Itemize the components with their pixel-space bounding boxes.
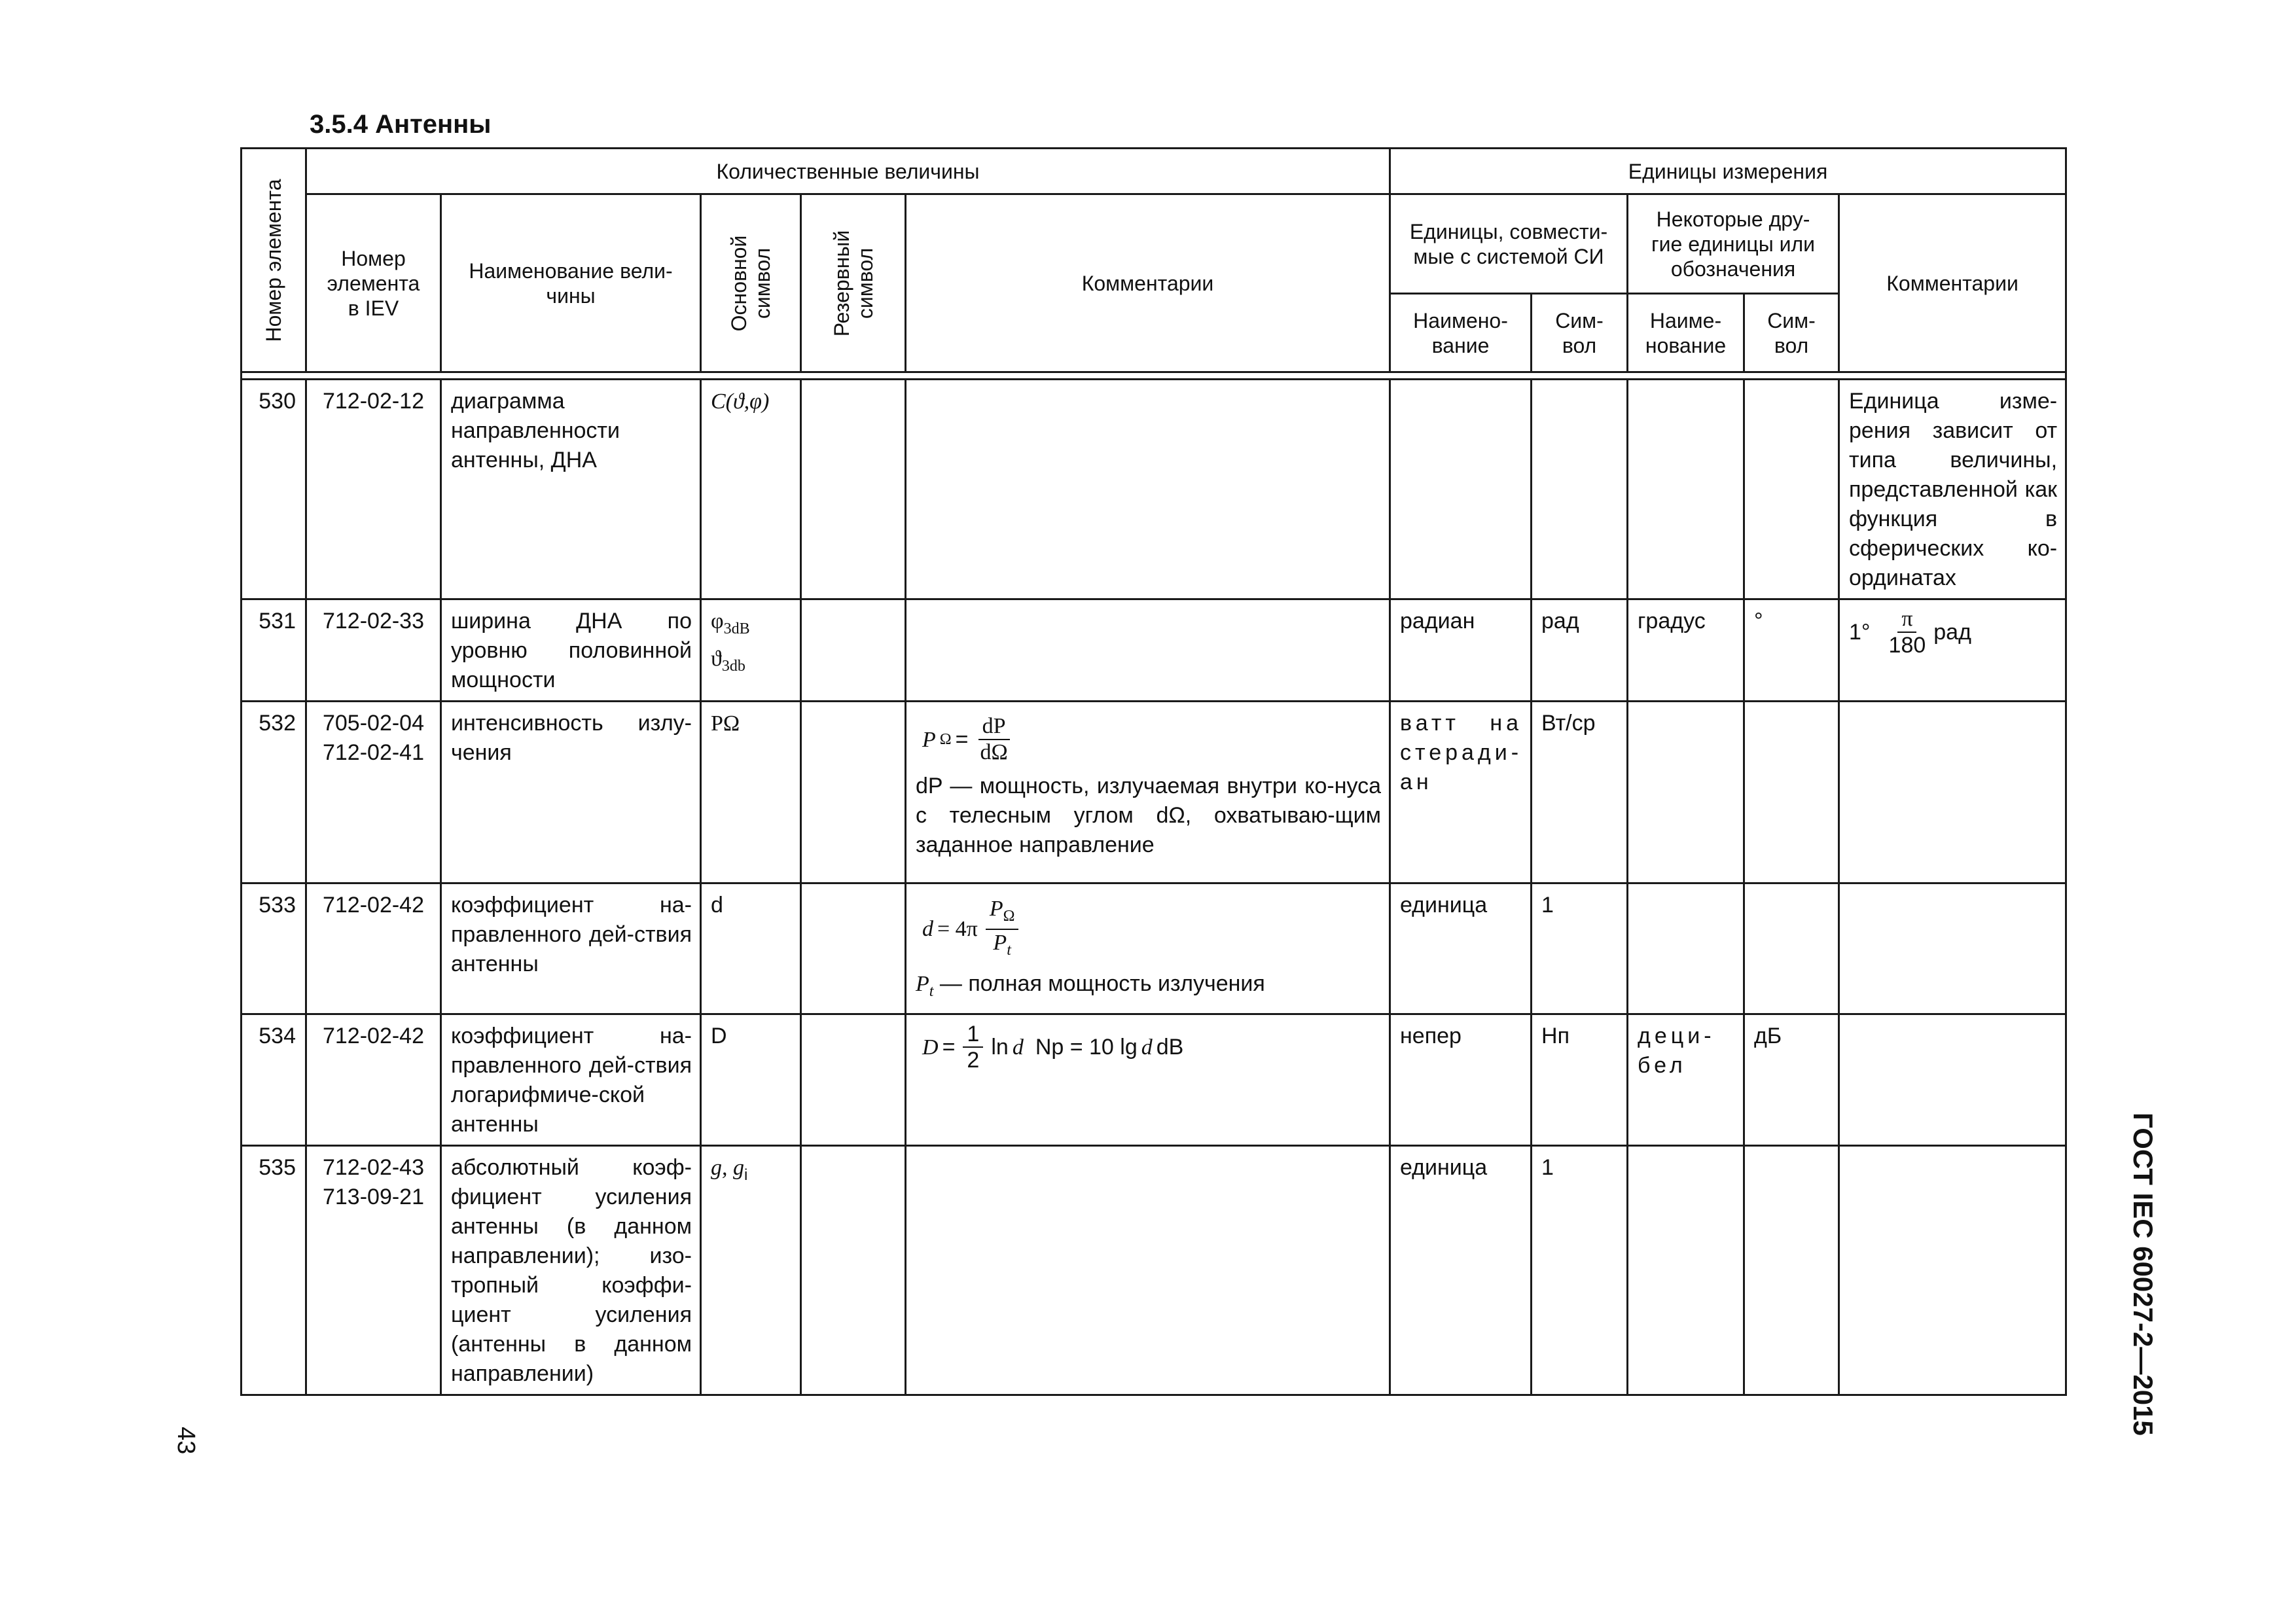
row-number: 533: [259, 893, 296, 918]
quantity-name: диаграмма направленности антенны, ДНА: [451, 389, 620, 473]
comment: P Ω = $\frac{dP}{d\Omega}$ dP — мощность, излучаемая внутри ко-нуса с телесным углом dΩ, охватываю-щим заданное направление: [916, 714, 1382, 857]
radiation-intensity-formula: P Ω = $\frac{dP}{d\Omega}$: [922, 714, 1381, 765]
row-number: 535: [259, 1155, 296, 1180]
si-unit-name: единица: [1400, 1155, 1488, 1180]
header-comments: Комментарии: [906, 194, 1390, 372]
si-unit-name: ватт на стеради-ан: [1400, 711, 1523, 794]
si-unit-symbol: Нп: [1541, 1024, 1570, 1048]
page-number: 43: [172, 1427, 200, 1455]
quantity-name: абсолютный коэф-фициент усиления антенны (в данном направлении); изо-тропный коэффи-циент усиления (антенны в данном направлении): [451, 1155, 692, 1386]
si-unit-name: единица: [1400, 893, 1488, 918]
iev-number: 712-02-43 713-09-21: [322, 1155, 424, 1209]
other-unit-symbol: дБ: [1754, 1024, 1782, 1048]
table-row: [242, 1146, 2066, 1395]
iev-number: 712-02-12: [322, 389, 424, 414]
header-unit-comments: Комментарии: [1839, 194, 2066, 372]
iev-number: 712-02-33: [322, 609, 424, 633]
other-unit-name: градус: [1638, 609, 1706, 633]
header-quantity-name: Наименование вели-чины: [441, 194, 701, 372]
si-unit-name: непер: [1400, 1024, 1462, 1048]
main-symbol: PΩ: [711, 711, 740, 736]
other-unit-symbol: °: [1754, 609, 1763, 633]
section-title: 3.5.4 Антенны: [310, 110, 492, 139]
si-unit-symbol: Вт/ср: [1541, 711, 1596, 736]
table-row: [242, 883, 2066, 1014]
header-iev-number: Номер элемента в IEV: [306, 194, 441, 372]
main-symbol: D: [711, 1024, 727, 1048]
row-number: 534: [259, 1024, 296, 1048]
comment: d = 4π $\frac{P_\Omega}{P_t}$ $P_t$ — полная мощность излучения: [906, 884, 1389, 1011]
antenna-quantities-table: [240, 147, 2067, 1396]
quantity-name: коэффициент на-правленного дей-ствия антенны: [451, 893, 692, 976]
log-directivity-formula: D = $\frac{1}{2}$ ln d Np = 10 lg d dB: [922, 1022, 1184, 1073]
header-main-symbol: Основной символ: [701, 194, 801, 372]
si-unit-symbol: 1: [1541, 1155, 1554, 1180]
main-symbol: C(ϑ,φ): [711, 389, 770, 414]
standard-designation: ГОСТ IEC 60027-2—2015: [2128, 1113, 2159, 1436]
header-other-symbol: Сим-вол: [1744, 294, 1839, 372]
iev-number: 712-02-42: [322, 1024, 424, 1048]
row-number: 530: [259, 389, 296, 414]
unit-comment: 1° $\frac{\pi}{180}$ рад: [1849, 607, 1971, 658]
other-unit-name: деци-бел: [1638, 1024, 1715, 1078]
si-unit-symbol: рад: [1541, 609, 1579, 633]
iev-number: 712-02-42: [322, 893, 424, 918]
header-element-number: Номер элемента: [242, 149, 306, 372]
header-quantities: Количественные величины: [306, 149, 1390, 194]
iev-number: 705-02-04 712-02-41: [322, 711, 424, 765]
table-row: [242, 380, 2066, 599]
header-units: Единицы измерения: [1390, 149, 2066, 194]
header-si-units: Единицы, совмести-мые с системой СИ: [1390, 194, 1628, 294]
comment: [906, 1015, 1389, 1084]
table-row: [242, 1014, 2066, 1146]
table-row: [242, 702, 2066, 883]
directivity-formula: d = 4π $\frac{P_\Omega}{P_t}$: [922, 896, 1381, 963]
unit-comment: Единица изме-рения зависит от типа величины, представленной как функция в сферических ко-ординатах: [1849, 389, 2058, 590]
header-si-name: Наимено-вание: [1390, 294, 1532, 372]
header-reserve-symbol: Резервный символ: [801, 194, 906, 372]
table-row: [242, 599, 2066, 702]
si-unit-symbol: 1: [1541, 893, 1554, 918]
quantity-name: интенсивность излу-чения: [451, 711, 692, 765]
main-symbol: d: [711, 893, 723, 918]
quantity-name: коэффициент на-правленного дей-ствия логарифмиче-ской антенны: [451, 1024, 692, 1137]
header-si-symbol: Сим-вол: [1532, 294, 1628, 372]
si-unit-name: радиан: [1400, 609, 1475, 633]
header-other-name: Наиме-нование: [1628, 294, 1744, 372]
row-number: 532: [259, 711, 296, 736]
quantity-name: ширина ДНА по уровню половинной мощности: [451, 609, 692, 692]
row-number: 531: [259, 609, 296, 633]
main-symbol: $\varphi_{3dB}$ $ϑ_{3db}$: [711, 609, 750, 675]
header-other-units: Некоторые дру-гие единицы или обозначения: [1628, 194, 1839, 294]
main-symbol: g, $g_i$: [711, 1156, 748, 1184]
